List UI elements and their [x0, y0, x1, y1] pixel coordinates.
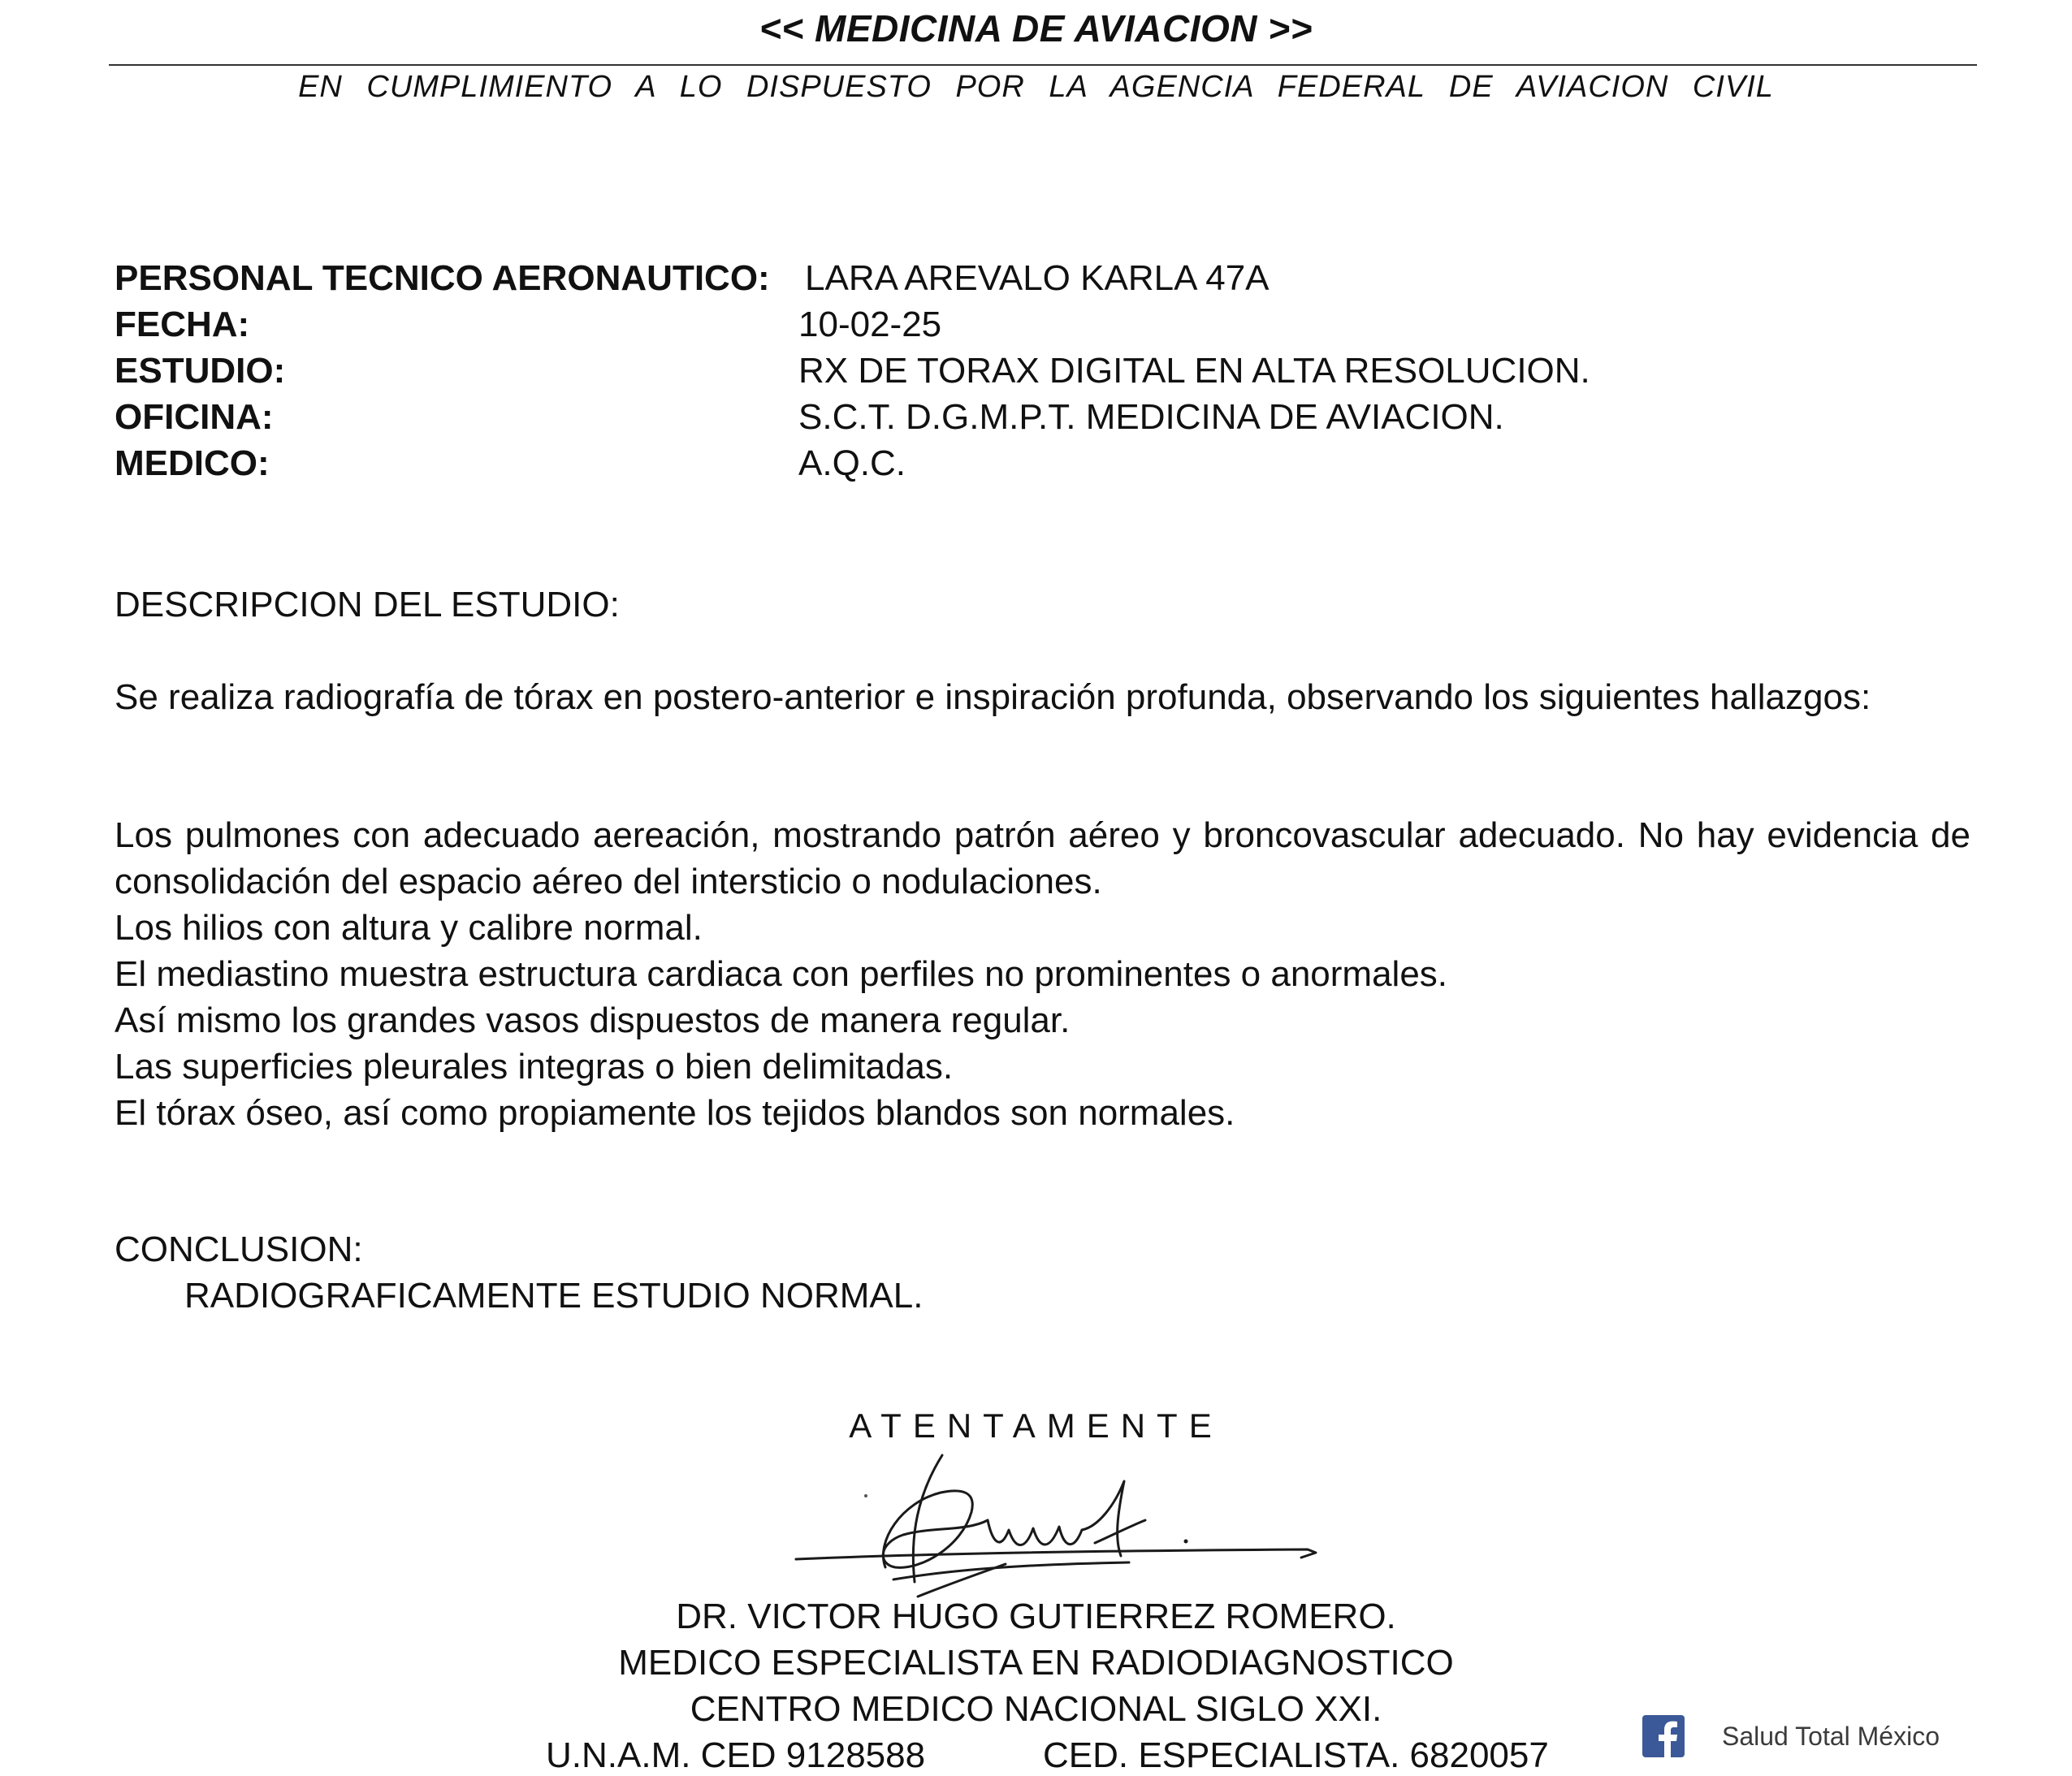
conclusion-heading: CONCLUSION: — [115, 1229, 363, 1269]
facebook-icon — [1642, 1715, 1685, 1757]
field-personal — [115, 258, 1983, 304]
closing-salutation: ATENTAMENTE — [849, 1407, 1223, 1445]
field-value: RX DE TORAX DIGITAL EN ALTA RESOLUCION. — [798, 351, 1590, 391]
finding-item: El mediastino muestra estructura cardiaca con perfiles no prominentes o anormales. — [115, 954, 1448, 994]
field-label: FECHA: — [115, 305, 250, 344]
doctor-institution: CENTRO MEDICO NACIONAL SIGLO XXI. — [690, 1689, 1382, 1729]
field-estudio — [115, 351, 1983, 396]
field-label: PERSONAL TECNICO AERONAUTICO: — [115, 258, 770, 298]
finding-item: El tórax óseo, así como propiamente los tejidos blandos son normales. — [115, 1093, 1235, 1133]
ced-especialista: CED. ESPECIALISTA. 6820057 — [1043, 1735, 1549, 1775]
field-medico — [115, 443, 1983, 489]
field-label: MEDICO: — [115, 443, 270, 483]
finding-item: Así mismo los grandes vasos dispuestos de manera regular. — [115, 1000, 1071, 1040]
field-label: ESTUDIO: — [115, 351, 286, 391]
watermark — [1642, 1715, 1983, 1761]
page-subtitle: EN CUMPLIMIENTO A LO DISPUESTO POR LA AGENCIA FEDERAL DE AVIACION CIVIL — [298, 70, 1774, 104]
description-heading: DESCRIPCION DEL ESTUDIO: — [115, 585, 620, 624]
field-value: A.Q.C. — [798, 443, 906, 483]
finding-item: Los pulmones con adecuado aereación, mostrando patrón aéreo y broncovascular adecuado. No hay evidencia de consolidación del espacio aéreo del intersticio o nodulaciones. — [115, 815, 1970, 901]
doctor-specialty: MEDICO ESPECIALISTA EN RADIODIAGNOSTICO — [618, 1643, 1454, 1683]
field-fecha — [115, 305, 1983, 350]
field-value: 10-02-25 — [798, 305, 942, 344]
findings-list — [115, 812, 1970, 1136]
field-label: OFICINA: — [115, 397, 274, 437]
field-value: LARA AREVALO KARLA 47A — [805, 258, 1270, 298]
doctor-name: DR. VICTOR HUGO GUTIERREZ ROMERO. — [676, 1597, 1396, 1636]
ced-unam: U.N.A.M. CED 9128588 — [546, 1735, 926, 1775]
description-intro: Se realiza radiografía de tórax en postero-anterior e inspiración profunda, observando los siguientes hallazgos: — [115, 677, 1871, 717]
field-value: S.C.T. D.G.M.P.T. MEDICINA DE AVIACION. — [798, 397, 1504, 437]
watermark-text: Salud Total México — [1722, 1722, 1940, 1751]
title-divider — [109, 64, 1977, 66]
field-oficina — [115, 397, 1983, 443]
handwritten-signature — [788, 1445, 1340, 1616]
finding-item: Las superficies pleurales integras o bien delimitadas. — [115, 1047, 954, 1087]
conclusion-text: RADIOGRAFICAMENTE ESTUDIO NORMAL. — [184, 1276, 924, 1316]
finding-item: Los hilios con altura y calibre normal. — [115, 908, 703, 948]
page-title: << MEDICINA DE AVIACION >> — [759, 7, 1313, 50]
